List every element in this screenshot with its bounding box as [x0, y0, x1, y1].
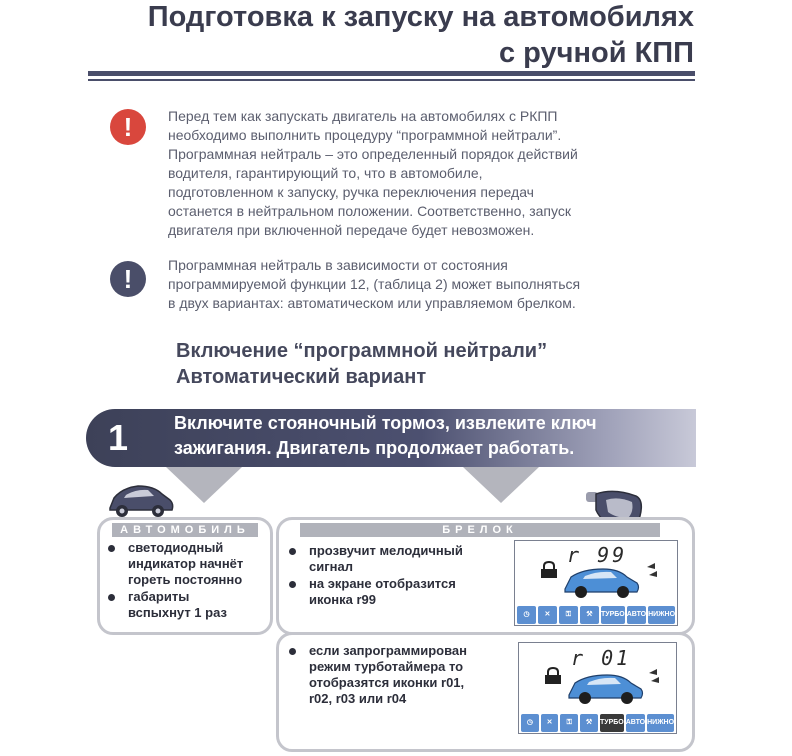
key-icon: ⚿: [560, 714, 578, 732]
lcd-icon-bar: [515, 605, 677, 625]
bullet-line: если запрограммирован: [309, 643, 467, 658]
note-line: водителя, гарантирующий то, что в автомобиле,: [168, 165, 483, 181]
list-item: [289, 576, 504, 608]
note-line: в двух вариантах: автоматическом или управляемом брелком.: [168, 295, 576, 311]
exclamation-icon: !: [110, 109, 146, 145]
clock-icon: ◷: [517, 606, 536, 624]
note-line: подготовленном к запуску, ручка переключения передач: [168, 184, 534, 200]
fob-lcd-screen: [518, 642, 677, 734]
car-icon: [104, 478, 176, 520]
note-line: Программная нейтраль в зависимости от состояния: [168, 257, 508, 273]
bullet-line: светодиодный: [128, 540, 224, 555]
list-item: [289, 543, 504, 575]
lcd-code: r 99: [567, 543, 628, 567]
fob-panel-label: БРЕЛОК: [300, 523, 660, 537]
auto-icon: АВТО: [627, 606, 646, 624]
bullet-line: на экране отобразится: [309, 576, 456, 591]
list-item: [108, 540, 263, 588]
bullet-line: индикатор начнёт: [128, 556, 244, 571]
bullet-line: вспыхнут 1 раз: [128, 605, 227, 620]
turbo-icon: ТУРБО: [600, 714, 624, 732]
exclamation-icon: !: [110, 261, 146, 297]
note-line: необходимо выполнить процедуру “программной нейтрали”.: [168, 127, 562, 143]
bullet-line: отобразятся иконки r01,: [309, 675, 465, 690]
lock-icon: [539, 561, 559, 579]
turbo-icon: ТУРБО: [601, 606, 625, 624]
list-item: [289, 643, 504, 707]
note-line: Перед тем как запускать двигатель на автомобилях с РКПП: [168, 108, 558, 124]
auto-icon: АВТО: [626, 714, 645, 732]
page-title-line1: Подготовка к запуску на автомобилях: [147, 1, 694, 33]
car-icon: [565, 669, 645, 707]
title-rule-thick: [88, 71, 695, 76]
signal-icon: [647, 667, 669, 687]
car-icon: [561, 563, 641, 601]
step-line: зажигания. Двигатель продолжает работать.: [174, 438, 575, 458]
step-line: Включите стояночный тормоз, извлеките ключ: [174, 413, 597, 433]
lcd-icon-bar: [519, 713, 676, 733]
note-line: программируемой функции 12, (таблица 2) может выполняться: [168, 276, 581, 292]
key-icon: ⚿: [559, 606, 578, 624]
wrench-icon: ⚒: [580, 606, 599, 624]
lock-icon: [543, 667, 563, 685]
tools-icon: ✕: [538, 606, 557, 624]
bullet-line: иконка r99: [309, 592, 376, 607]
tools-icon: ✕: [541, 714, 559, 732]
arrow-down-icon: [166, 467, 242, 503]
note-line: двигателя при включенной передаче будет невозможен.: [168, 222, 535, 238]
lower-icon: НИЖНО: [647, 714, 674, 732]
lower-icon: НИЖНО: [648, 606, 675, 624]
bullet-line: r02, r03 или r04: [309, 691, 407, 706]
bullet-line: габариты: [128, 589, 190, 604]
fob-lcd-screen: [514, 540, 678, 626]
wrench-icon: ⚒: [580, 714, 598, 732]
note-line: Программная нейтраль – это определенный порядок действий: [168, 146, 578, 162]
clock-icon: ◷: [521, 714, 539, 732]
car-panel-label: АВТОМОБИЛЬ: [112, 523, 258, 537]
signal-icon: [645, 561, 667, 581]
lcd-code: r 01: [571, 646, 632, 670]
note-line: останется в нейтральном положении. Соответственно, запуск: [168, 203, 571, 219]
section-heading: Включение “программной нейтрали”: [176, 340, 548, 362]
page-title-line2: с ручной КПП: [499, 37, 694, 69]
note-warning-text: [168, 107, 657, 240]
bullet-line: прозвучит мелодичный: [309, 543, 463, 558]
title-rule-thin: [88, 79, 695, 81]
arrow-down-icon: [463, 467, 539, 503]
bullet-line: гореть постоянно: [128, 572, 243, 587]
step-number: 1: [108, 417, 129, 458]
section-subheading: Автоматический вариант: [176, 366, 427, 388]
bullet-line: сигнал: [309, 559, 353, 574]
step-instruction: [174, 411, 597, 461]
list-item: [108, 589, 263, 621]
bullet-line: режим турботаймера то: [309, 659, 464, 674]
note-info-text: [168, 256, 657, 313]
